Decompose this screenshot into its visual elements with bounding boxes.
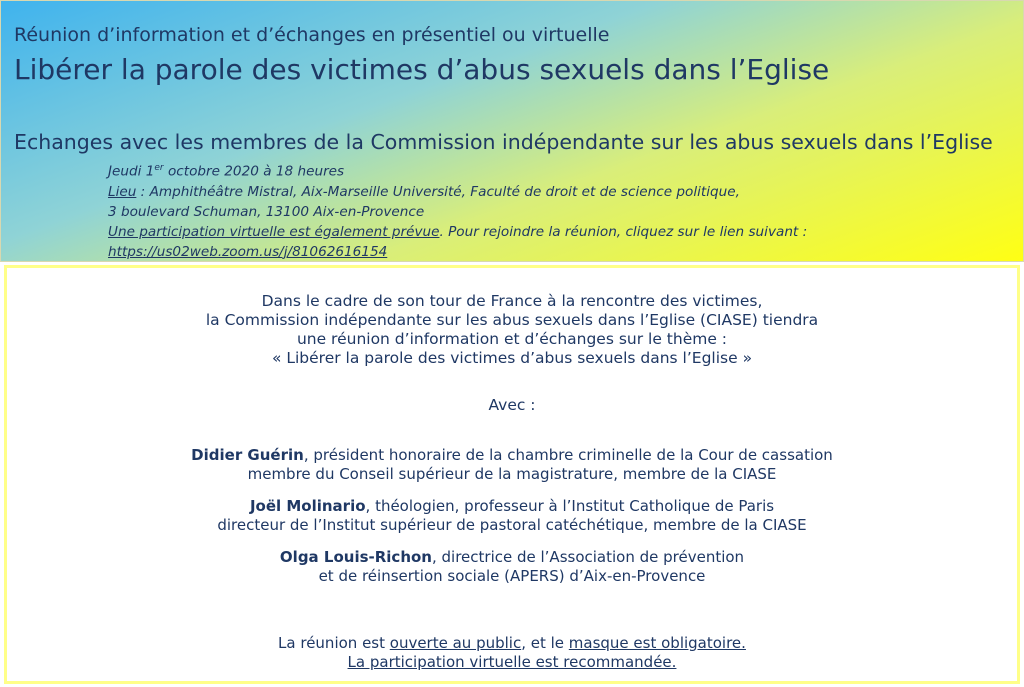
event-place: Lieu : Amphithéâtre Mistral, Aix-Marseille Université, Faculté de droit et de science politique,	[108, 183, 740, 200]
footer-note: La réunion est ouverte au public, et le masque est obligatoire. La participation virtuelle est recommandée.	[278, 634, 746, 671]
event-address: 3 boulevard Schuman, 13100 Aix-en-Provence	[108, 203, 425, 220]
public-note: ouverte au public	[389, 634, 522, 652]
speaker-item: Joël Molinario, théologien, professeur à l’Institut Catholique de Paris directeur de l’Institut supérieur de pastoral catéchétique, membre de la CIASE	[217, 497, 807, 534]
event-subtitle: Echanges avec les membres de la Commission indépendante sur les abus sexuels dans l’Eglise	[14, 130, 993, 154]
event-kicker: Réunion d’information et d’échanges en présentiel ou virtuelle	[14, 24, 610, 46]
event-date: Jeudi 1er octobre 2020 à 18 heures	[108, 163, 345, 180]
speaker-item: Didier Guérin, président honoraire de la chambre criminelle de la Cour de cassation membre du Conseil supérieur de la magistrature, membre de la CIASE	[191, 446, 833, 483]
mask-note: masque est obligatoire.	[568, 634, 746, 652]
speaker-name: Olga Louis-Richon	[279, 548, 432, 566]
place-label: Lieu	[108, 183, 137, 200]
avec-label: Avec :	[488, 396, 536, 414]
event-title: Libérer la parole des victimes d’abus sexuels dans l’Eglise	[14, 53, 830, 86]
virtual-label: Une participation virtuelle est également prévue	[108, 223, 440, 240]
intro-text: Dans le cadre de son tour de France à la rencontre des victimes, la Commission indépendante sur les abus sexuels dans l’Eglise (CIASE) tiendra une réunion d’information et d’échanges sur le thème : « Libérer la parole des victimes d’abus sexuels dans l’Eglise »	[205, 292, 819, 367]
event-details	[108, 158, 807, 262]
virtual-recommendation: La participation virtuelle est recommandée.	[347, 653, 677, 671]
virtual-info: Une participation virtuelle est également prévue. Pour rejoindre la réunion, cliquez sur le lien suivant :	[108, 223, 808, 240]
speaker-name: Joël Molinario	[249, 497, 366, 515]
speaker-name: Didier Guérin	[191, 446, 304, 464]
event-banner	[0, 0, 1024, 262]
event-description-card	[4, 265, 1020, 684]
zoom-link[interactable]: https://us02web.zoom.us/j/81062616154	[108, 243, 388, 260]
speaker-item: Olga Louis-Richon, directrice de l’Association de prévention et de réinsertion sociale (APERS) d’Aix-en-Provence	[279, 548, 745, 585]
